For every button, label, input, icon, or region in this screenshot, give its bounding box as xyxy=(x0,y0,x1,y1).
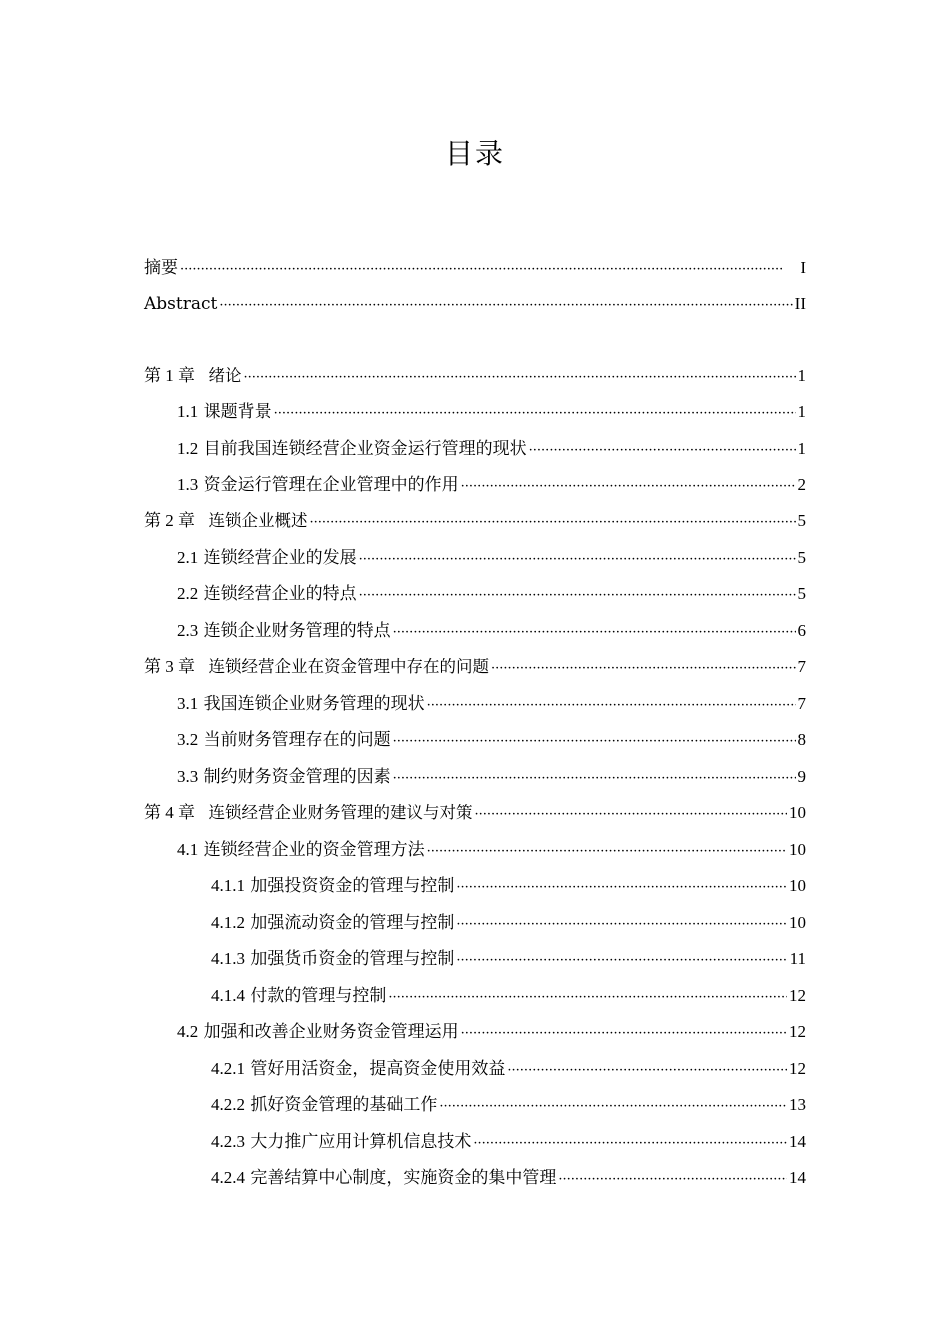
toc-page-number: 9 xyxy=(797,767,806,786)
toc-entry-text: 加强和改善企业财务资金管理运用 xyxy=(203,1022,459,1042)
toc-page-number: 12 xyxy=(789,1022,806,1041)
toc-entry[interactable] xyxy=(144,292,806,316)
toc-page-number: 10 xyxy=(789,876,806,895)
toc-entry[interactable] xyxy=(144,546,806,570)
toc-entry-number: 4.1.3 xyxy=(211,949,245,968)
toc-entry-number: 4.1.4 xyxy=(211,986,245,1005)
toc-entry[interactable] xyxy=(144,874,806,898)
toc-entry-title xyxy=(177,437,527,461)
toc-leader-dots xyxy=(388,986,787,1010)
toc-entry-title xyxy=(211,947,454,971)
toc-entry-number: 4.2 xyxy=(177,1022,199,1041)
toc-entry-text: 连锁经营企业财务管理的建议与对策 xyxy=(208,803,473,822)
page-title: 目录 xyxy=(444,137,505,170)
toc-leader-dots xyxy=(461,475,796,499)
toc-entry-title xyxy=(177,546,357,570)
toc-entry-title xyxy=(144,292,217,316)
toc-leader-dots xyxy=(393,767,796,791)
toc-chapter-entry[interactable] xyxy=(144,655,806,679)
toc-chapter-entry[interactable] xyxy=(144,509,806,533)
toc-entry-number: 4.1.2 xyxy=(211,913,245,932)
toc-entry-number: 2.2 xyxy=(177,584,199,603)
toc-entry-title xyxy=(177,728,391,752)
toc-entry-text: 连锁经营企业的资金管理方法 xyxy=(203,840,425,860)
toc-entry-title xyxy=(211,1057,505,1081)
toc-entry-text: 连锁经营企业在资金管理中存在的问题 xyxy=(208,657,489,676)
toc-entry-title xyxy=(177,838,425,862)
toc-page-number: 12 xyxy=(789,1059,806,1078)
toc-entry[interactable] xyxy=(144,1093,806,1117)
toc-entry-text: 当前财务管理存在的问题 xyxy=(203,730,391,750)
toc-entry[interactable] xyxy=(144,1057,806,1081)
toc-leader-dots xyxy=(427,840,787,864)
toc-entry-title xyxy=(211,911,454,935)
toc-page-number: 11 xyxy=(789,949,806,968)
toc-entry-number: 2.1 xyxy=(177,548,199,567)
toc-entry[interactable] xyxy=(144,728,806,752)
toc-entry-title xyxy=(211,1093,437,1117)
toc-leader-dots xyxy=(359,548,796,572)
toc-entry[interactable] xyxy=(144,619,806,643)
toc-entry-title xyxy=(177,473,459,497)
toc-page-number: I xyxy=(800,258,806,277)
toc-entry-text: 付款的管理与控制 xyxy=(250,986,387,1006)
toc-leader-dots xyxy=(456,913,787,937)
toc-entry[interactable] xyxy=(144,256,806,280)
toc-entry-title xyxy=(177,692,425,716)
toc-entry[interactable] xyxy=(144,838,806,862)
toc-leader-dots xyxy=(461,1022,787,1046)
toc-entry[interactable] xyxy=(144,984,806,1008)
toc-page-number: 13 xyxy=(789,1095,806,1114)
toc-entry-number: 4.1.1 xyxy=(211,876,245,895)
toc-entry-text: 摘要 xyxy=(144,258,178,278)
toc-entry[interactable] xyxy=(144,400,806,424)
toc-page-number: 14 xyxy=(789,1132,806,1151)
toc-entry-number: 4.2.3 xyxy=(211,1132,245,1151)
toc-entry-number: 4.2.4 xyxy=(211,1168,245,1187)
toc-leader-dots xyxy=(219,294,792,318)
toc-leader-dots xyxy=(180,258,798,282)
toc-entry-text: 课题背景 xyxy=(203,402,272,422)
toc-entry-number: 第 2 章 xyxy=(144,511,195,530)
toc-entry-title xyxy=(177,765,391,789)
toc-entry-title xyxy=(211,874,454,898)
toc-page-number: II xyxy=(794,294,806,313)
toc-entry-text: 管好用活资金，提高资金使用效益 xyxy=(250,1059,506,1079)
toc-page-number: 14 xyxy=(789,1168,806,1187)
toc-entry-title xyxy=(144,364,242,388)
toc-page-number: 10 xyxy=(789,913,806,932)
toc-leader-dots xyxy=(439,1095,787,1119)
toc-entry-number: 第 1 章 xyxy=(144,366,195,385)
toc-entry-text: 制约财务资金管理的因素 xyxy=(203,767,391,787)
toc-entry-text: 连锁经营企业的特点 xyxy=(203,584,357,604)
toc-leader-dots xyxy=(393,730,796,754)
toc-entry-title xyxy=(144,655,489,679)
toc-page-number: 5 xyxy=(797,584,806,603)
toc-entry-number: 第 4 章 xyxy=(144,803,195,822)
toc-entry-title xyxy=(144,509,308,533)
toc-page-number: 10 xyxy=(789,803,806,822)
toc-entry-number: 1.1 xyxy=(177,402,199,421)
toc-entry[interactable] xyxy=(144,437,806,461)
toc-entry[interactable] xyxy=(144,911,806,935)
toc-leader-dots xyxy=(456,876,787,900)
toc-entry-text: 我国连锁企业财务管理的现状 xyxy=(203,694,425,714)
toc-chapter-entry[interactable] xyxy=(144,364,806,388)
toc-entry-text: 完善结算中心制度，实施资金的集中管理 xyxy=(250,1168,557,1188)
toc-entry-text: 目前我国连锁经营企业资金运行管理的现状 xyxy=(203,439,527,459)
toc-leader-dots xyxy=(393,621,796,645)
toc-leader-dots xyxy=(529,439,796,463)
toc-entry-title xyxy=(177,1020,459,1044)
toc-page-number: 7 xyxy=(797,694,806,713)
toc-entry-number: 3.3 xyxy=(177,767,199,786)
toc-entry[interactable] xyxy=(144,765,806,789)
toc-entry-title xyxy=(211,1130,471,1154)
toc-page-number: 12 xyxy=(789,986,806,1005)
toc-entry-number: 3.2 xyxy=(177,730,199,749)
toc-page-number: 10 xyxy=(789,840,806,859)
toc-entry-text: 连锁企业概述 xyxy=(208,511,308,530)
toc-entry-title xyxy=(211,1166,556,1190)
toc-entry[interactable] xyxy=(144,473,806,497)
toc-entry[interactable] xyxy=(144,1020,806,1044)
toc-page-number: 2 xyxy=(797,475,806,494)
toc-entry-title xyxy=(144,256,178,280)
toc-entry-number: 4.2.2 xyxy=(211,1095,245,1114)
toc-entry-text: 连锁企业财务管理的特点 xyxy=(203,621,391,641)
toc-entry-number: 1.2 xyxy=(177,439,199,458)
toc-entry-number: 1.3 xyxy=(177,475,199,494)
toc-page-number: 6 xyxy=(797,621,806,640)
toc-entry-title xyxy=(177,582,357,606)
toc-entry[interactable] xyxy=(144,1130,806,1154)
toc-entry-number: 4.2.1 xyxy=(211,1059,245,1078)
toc-leader-dots xyxy=(507,1059,787,1083)
toc-entry-text: 抓好资金管理的基础工作 xyxy=(250,1095,438,1115)
toc-entry-text: 加强货币资金的管理与控制 xyxy=(250,949,455,969)
toc-page-number: 5 xyxy=(797,548,806,567)
toc-entry-text: Abstract xyxy=(144,294,218,314)
toc-leader-dots xyxy=(475,803,788,827)
toc-page-number: 1 xyxy=(797,366,806,385)
toc-entry-number: 3.1 xyxy=(177,694,199,713)
toc-entry-number: 4.1 xyxy=(177,840,199,859)
toc-entry[interactable] xyxy=(144,692,806,716)
toc-leader-dots xyxy=(473,1132,787,1156)
toc-leader-dots xyxy=(359,584,796,608)
toc-entry-number: 2.3 xyxy=(177,621,199,640)
toc-page-number: 8 xyxy=(797,730,806,749)
toc-entry-text: 加强投资资金的管理与控制 xyxy=(250,876,455,896)
toc-entry-title xyxy=(144,801,473,825)
toc-entry-text: 绪论 xyxy=(208,366,242,385)
toc-entry-text: 加强流动资金的管理与控制 xyxy=(250,913,455,933)
toc-entry[interactable] xyxy=(144,947,806,971)
toc-entry-text: 大力推广应用计算机信息技术 xyxy=(250,1132,472,1152)
toc-entry-title xyxy=(177,619,391,643)
toc-leader-dots xyxy=(244,366,796,390)
toc-leader-dots xyxy=(274,402,796,426)
toc-page-number: 7 xyxy=(797,657,806,676)
toc-entry-title xyxy=(177,400,272,424)
toc-entry-title xyxy=(211,984,386,1008)
toc-entry[interactable] xyxy=(144,582,806,606)
toc-entry-text: 连锁经营企业的发展 xyxy=(203,548,357,568)
toc-entry-text: 资金运行管理在企业管理中的作用 xyxy=(203,475,459,495)
toc-page-number: 5 xyxy=(797,511,806,530)
toc-leader-dots xyxy=(558,1168,787,1192)
toc-entry[interactable] xyxy=(144,1166,806,1190)
toc-chapter-entry[interactable] xyxy=(144,801,806,825)
toc-page-number: 1 xyxy=(797,439,806,458)
toc-leader-dots xyxy=(310,511,796,535)
toc-entry-number: 第 3 章 xyxy=(144,657,195,676)
toc-leader-dots xyxy=(491,657,796,681)
toc-leader-dots xyxy=(456,949,787,973)
toc-page-number: 1 xyxy=(797,402,806,421)
toc-leader-dots xyxy=(427,694,796,718)
